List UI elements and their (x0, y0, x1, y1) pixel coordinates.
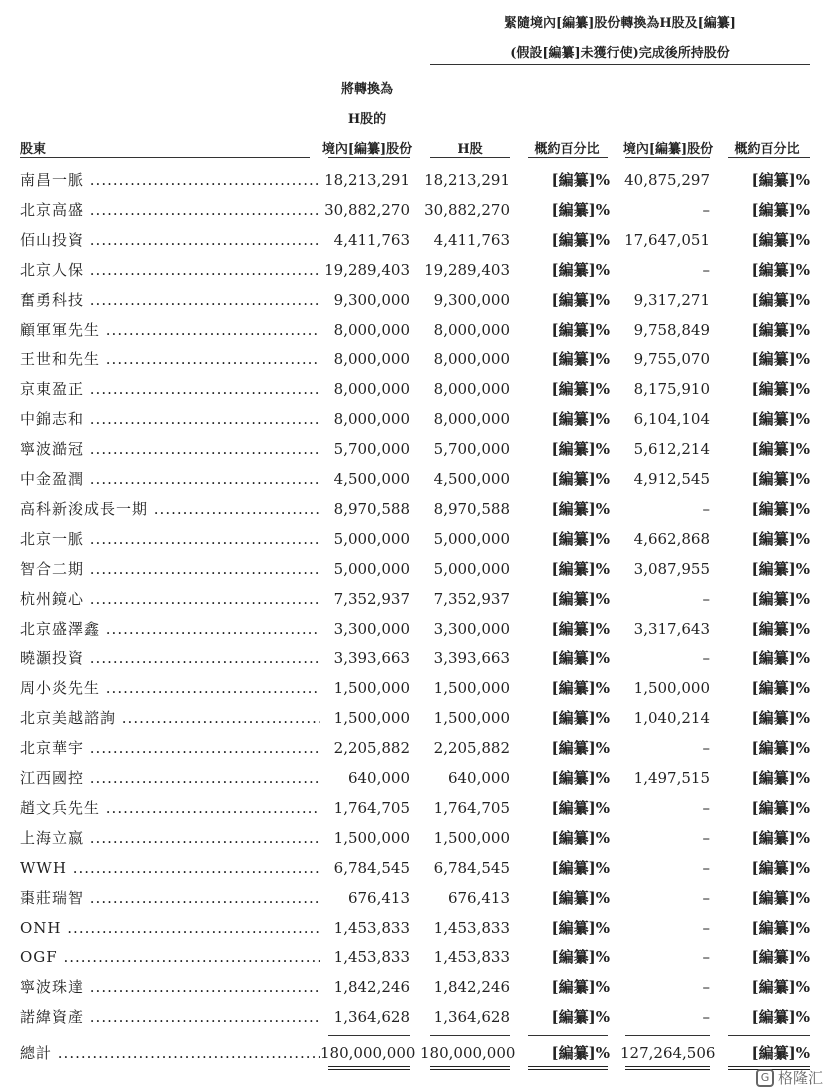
row-converted-shares: 640,000 (347, 769, 410, 787)
table-row (0, 733, 831, 763)
table-row (0, 255, 831, 285)
row-converted-shares: 8,000,000 (333, 410, 410, 429)
row-pct1: [編纂]% (551, 619, 610, 638)
row-h-shares: 1,500,000 (433, 828, 510, 847)
row-domestic-shares: – (702, 828, 710, 847)
row-domestic-shares: – (702, 948, 710, 967)
row-h-shares: 8,000,000 (433, 320, 510, 339)
row-h-shares: 18,213,291 (424, 171, 510, 189)
row-shareholder-name: 顧軍軍先生 ..... (20, 315, 320, 345)
row-h-shares: 4,500,000 (433, 470, 510, 488)
table-row (0, 584, 831, 614)
row-pct1: [編纂]% (551, 918, 610, 937)
row-shareholder-name: 北京盛澤鑫 ..... (20, 614, 320, 644)
row-domestic-shares: – (702, 260, 710, 279)
row-pct1: [編纂]% (551, 888, 610, 907)
row-converted-shares: 7,352,937 (333, 589, 410, 608)
row-converted-shares: 1,453,833 (333, 948, 410, 967)
row-pct2: [編纂]% (751, 589, 810, 608)
row-pct1: [編纂]% (551, 440, 610, 459)
row-converted-shares: 5,000,000 (333, 559, 410, 578)
row-pct2: [編纂]% (751, 440, 810, 459)
total-double-underline-c3 (528, 1066, 608, 1070)
row-h-shares: 1,764,705 (433, 798, 510, 817)
row-pct1: [編纂]% (551, 559, 610, 578)
table-row (0, 972, 831, 1002)
table-row (0, 793, 831, 823)
row-pct1: [編纂]% (551, 290, 610, 309)
row-domestic-shares: – (702, 918, 710, 937)
row-domestic-shares: – (702, 589, 710, 608)
row-domestic-shares: – (702, 978, 710, 997)
row-converted-shares: 3,300,000 (333, 619, 410, 638)
row-pct1: [編纂]% (551, 1008, 610, 1027)
row-shareholder-name: 棗莊瑞智 ..... (20, 883, 320, 913)
row-converted-shares: 8,000,000 (333, 320, 410, 339)
row-pct1: [編纂]% (551, 679, 610, 698)
header-underline-c5 (728, 157, 810, 158)
row-pct2: [編纂]% (751, 948, 810, 967)
row-converted-shares: 8,000,000 (333, 380, 410, 399)
row-converted-shares: 1,500,000 (333, 828, 410, 847)
row-pct2: [編纂]% (751, 888, 810, 907)
total-pct1: [編纂]% (551, 1044, 610, 1062)
row-pct2: [編纂]% (751, 470, 810, 488)
row-h-shares: 4,411,763 (433, 230, 510, 249)
table-row (0, 524, 831, 554)
row-domestic-shares: 4,912,545 (633, 470, 710, 488)
row-pct2: [編纂]% (751, 529, 810, 548)
row-converted-shares: 1,764,705 (333, 798, 410, 817)
table-row (0, 554, 831, 584)
table-row (0, 614, 831, 644)
row-pct1: [編纂]% (551, 978, 610, 997)
header-underline-c2 (430, 157, 510, 158)
col-header-pct1: 概約百分比 (534, 142, 600, 157)
row-converted-shares: 676,413 (347, 888, 410, 907)
table-row (0, 494, 831, 524)
row-h-shares: 5,700,000 (433, 440, 510, 459)
row-shareholder-name: 北京一脈 ..... (20, 524, 320, 554)
row-pct2: [編纂]% (751, 619, 810, 638)
row-shareholder-name: 奮勇科技 ..... (20, 285, 320, 315)
table-row (0, 883, 831, 913)
row-shareholder-name: 南昌一脈 ..... (20, 165, 320, 195)
row-domestic-shares: 5,612,214 (633, 440, 710, 459)
row-pct2: [編纂]% (751, 380, 810, 399)
row-h-shares: 1,453,833 (433, 918, 510, 937)
table-row (0, 195, 831, 225)
row-shareholder-name: 京東盈正 ..... (20, 374, 320, 404)
col-header-domestic-shares: 境內[編纂]股份 (321, 142, 413, 157)
total-topline-c1 (328, 1035, 410, 1036)
col-header-h-shares: H股 (457, 142, 483, 157)
row-converted-shares: 5,700,000 (333, 440, 410, 459)
col-header-shareholder: 股東 (20, 142, 47, 157)
row-domestic-shares: – (702, 499, 710, 518)
row-domestic-shares: 3,317,643 (633, 619, 710, 638)
row-converted-shares: 1,364,628 (333, 1008, 410, 1027)
header-underline-shareholder (20, 157, 310, 158)
row-domestic-shares: – (702, 858, 710, 877)
header-underline-c4 (625, 157, 710, 158)
total-topline-c3 (528, 1035, 608, 1036)
row-shareholder-name: 周小炎先生 ..... (20, 673, 320, 703)
row-converted-shares: 30,882,270 (324, 200, 410, 219)
convert-header-line1: 將轉換為 (340, 82, 394, 97)
row-h-shares: 3,300,000 (433, 619, 510, 638)
row-shareholder-name: ONH ..... (20, 913, 320, 943)
row-pct1: [編纂]% (551, 230, 610, 249)
row-pct2: [編纂]% (751, 649, 810, 668)
row-h-shares: 3,393,663 (433, 649, 510, 668)
table-row (0, 315, 831, 345)
row-domestic-shares: 3,087,955 (633, 559, 710, 578)
total-topline-c4 (625, 1035, 710, 1036)
table-row (0, 763, 831, 793)
row-domestic-shares: 4,662,868 (633, 529, 710, 548)
row-converted-shares: 1,842,246 (333, 978, 410, 997)
row-h-shares: 676,413 (447, 888, 510, 907)
row-pct1: [編纂]% (551, 380, 610, 399)
row-shareholder-name: 上海立嬴 ..... (20, 823, 320, 853)
row-converted-shares: 2,205,882 (333, 739, 410, 758)
table-row (0, 344, 831, 374)
row-shareholder-name: 北京高盛 ..... (20, 195, 320, 225)
table-row (0, 464, 831, 494)
total-topline-c2 (430, 1035, 510, 1036)
row-pct1: [編纂]% (551, 499, 610, 518)
table-row (0, 643, 831, 673)
logo-icon: G (756, 1069, 774, 1087)
table-row (0, 673, 831, 703)
row-pct2: [編纂]% (751, 769, 810, 787)
convert-header-line2: H股的 (347, 112, 387, 127)
row-shareholder-name: 諾緯資產 ..... (20, 1002, 320, 1032)
row-domestic-shares: – (702, 739, 710, 758)
row-h-shares: 6,784,545 (433, 858, 510, 877)
row-shareholder-name: 王世和先生 ..... (20, 344, 320, 374)
total-double-underline-c4 (625, 1066, 710, 1070)
row-shareholder-name: 北京人保 ..... (20, 255, 320, 285)
row-pct2: [編纂]% (751, 260, 810, 279)
row-domestic-shares: 6,104,104 (633, 410, 710, 429)
row-domestic-shares: 1,040,214 (633, 709, 710, 728)
row-h-shares: 5,000,000 (433, 559, 510, 578)
row-pct1: [編纂]% (551, 769, 610, 787)
row-domestic-shares: 9,755,070 (633, 350, 710, 369)
row-domestic-shares: – (702, 200, 710, 219)
row-pct2: [編纂]% (751, 1008, 810, 1027)
table-row (0, 285, 831, 315)
row-pct2: [編纂]% (751, 828, 810, 847)
table-row (0, 165, 831, 195)
row-converted-shares: 9,300,000 (333, 290, 410, 309)
table-row (0, 823, 831, 853)
row-domestic-shares: – (702, 888, 710, 907)
row-h-shares: 1,500,000 (433, 709, 510, 728)
row-shareholder-name: 寧波澔冠 ..... (20, 434, 320, 464)
row-h-shares: 2,205,882 (433, 739, 510, 758)
row-h-shares: 640,000 (447, 769, 510, 787)
table-row (0, 853, 831, 883)
table-row (0, 1002, 831, 1032)
row-shareholder-name: 趙文兵先生 ..... (20, 793, 320, 823)
total-label: 總計 ..... (20, 1038, 320, 1068)
row-pct1: [編纂]% (551, 200, 610, 219)
row-shareholder-name: 高科新浚成長一期 ..... (20, 494, 320, 524)
row-shareholder-name: 中金盈潤 ..... (20, 464, 320, 494)
table-row (0, 703, 831, 733)
total-double-underline-c2 (430, 1066, 510, 1070)
col-header-domestic-after: 境內[編纂]股份 (622, 142, 714, 157)
table-row (0, 374, 831, 404)
row-h-shares: 8,970,588 (433, 499, 510, 518)
row-shareholder-name: 杭州鏡心 ..... (20, 584, 320, 614)
row-domestic-shares: 1,500,000 (633, 679, 710, 698)
row-pct1: [編纂]% (551, 589, 610, 608)
row-pct1: [編纂]% (551, 739, 610, 758)
row-domestic-shares: 40,875,297 (624, 171, 710, 189)
row-converted-shares: 4,411,763 (333, 230, 410, 249)
row-h-shares: 19,289,403 (424, 260, 510, 279)
row-domestic-shares: 9,317,271 (633, 290, 710, 309)
row-domestic-shares: – (702, 1008, 710, 1027)
row-pct2: [編纂]% (751, 559, 810, 578)
row-domestic-shares: 17,647,051 (624, 230, 710, 249)
row-pct2: [編纂]% (751, 499, 810, 518)
header-underline-c1 (328, 157, 410, 158)
row-pct2: [編纂]% (751, 230, 810, 249)
row-converted-shares: 6,784,545 (333, 858, 410, 877)
row-shareholder-name: WWH ..... (20, 853, 320, 883)
row-shareholder-name: 北京美越諮詢 ..... (20, 703, 320, 733)
row-pct2: [編纂]% (751, 171, 810, 189)
row-h-shares: 8,000,000 (433, 380, 510, 399)
row-domestic-shares: 9,758,849 (633, 320, 710, 339)
row-domestic-shares: 1,497,515 (633, 769, 710, 787)
row-pct2: [編纂]% (751, 350, 810, 369)
row-h-shares: 1,500,000 (433, 679, 510, 698)
table-row (0, 913, 831, 943)
row-pct1: [編纂]% (551, 858, 610, 877)
row-converted-shares: 1,453,833 (333, 918, 410, 937)
total-h-shares: 180,000,000 (420, 1044, 516, 1062)
row-pct1: [編纂]% (551, 948, 610, 967)
row-domestic-shares: 8,175,910 (633, 380, 710, 399)
row-shareholder-name: 江西國控 ..... (20, 763, 320, 793)
row-pct1: [編纂]% (551, 709, 610, 728)
row-h-shares: 1,842,246 (433, 978, 510, 997)
row-domestic-shares: – (702, 649, 710, 668)
row-h-shares: 7,352,937 (433, 589, 510, 608)
row-pct2: [編纂]% (751, 739, 810, 758)
watermark-logo (756, 1067, 823, 1088)
row-pct2: [編纂]% (751, 200, 810, 219)
row-h-shares: 5,000,000 (433, 529, 510, 548)
row-pct1: [編纂]% (551, 410, 610, 429)
row-pct2: [編纂]% (751, 858, 810, 877)
table-row (0, 225, 831, 255)
row-pct1: [編纂]% (551, 171, 610, 189)
row-h-shares: 1,453,833 (433, 948, 510, 967)
row-pct1: [編纂]% (551, 649, 610, 668)
row-h-shares: 1,364,628 (433, 1008, 510, 1027)
row-pct1: [編纂]% (551, 320, 610, 339)
total-double-underline-c1 (328, 1066, 410, 1070)
row-pct2: [編纂]% (751, 978, 810, 997)
row-converted-shares: 4,500,000 (333, 470, 410, 488)
row-pct1: [編纂]% (551, 470, 610, 488)
row-pct2: [編纂]% (751, 290, 810, 309)
row-shareholder-name: 曉灝投資 ..... (20, 643, 320, 673)
row-converted-shares: 18,213,291 (324, 171, 410, 189)
row-domestic-shares: – (702, 798, 710, 817)
row-converted-shares: 8,000,000 (333, 350, 410, 369)
row-shareholder-name: OGF ..... (20, 942, 320, 972)
row-converted-shares: 5,000,000 (333, 529, 410, 548)
table-row (0, 434, 831, 464)
row-converted-shares: 19,289,403 (324, 260, 410, 279)
table-row (0, 404, 831, 434)
row-pct2: [編纂]% (751, 798, 810, 817)
total-converted: 180,000,000 (320, 1044, 416, 1062)
row-pct2: [編纂]% (751, 679, 810, 698)
row-h-shares: 8,000,000 (433, 350, 510, 369)
group-header-underline (430, 64, 810, 65)
watermark-text: 格隆汇 (777, 1069, 823, 1087)
row-pct2: [編纂]% (751, 918, 810, 937)
row-shareholder-name: 智合二期 ..... (20, 554, 320, 584)
total-row (0, 1038, 831, 1068)
row-pct1: [編纂]% (551, 260, 610, 279)
row-shareholder-name: 寧波珠達 ..... (20, 972, 320, 1002)
row-converted-shares: 8,970,588 (333, 499, 410, 518)
row-pct1: [編纂]% (551, 529, 610, 548)
total-domestic: 127,264,506 (620, 1044, 716, 1062)
row-shareholder-name: 北京華宇 ..... (20, 733, 320, 763)
row-pct2: [編纂]% (751, 410, 810, 429)
group-header-line2: (假設[編纂]未獲行使)完成後所持股份 (510, 46, 730, 61)
row-pct1: [編纂]% (551, 798, 610, 817)
row-h-shares: 8,000,000 (433, 410, 510, 429)
row-pct1: [編纂]% (551, 828, 610, 847)
header-underline-c3 (528, 157, 608, 158)
row-converted-shares: 3,393,663 (333, 649, 410, 668)
row-pct1: [編纂]% (551, 350, 610, 369)
row-shareholder-name: 佰山投資 ..... (20, 225, 320, 255)
row-h-shares: 9,300,000 (433, 290, 510, 309)
row-converted-shares: 1,500,000 (333, 679, 410, 698)
col-header-pct2: 概約百分比 (734, 142, 800, 157)
row-pct2: [編纂]% (751, 709, 810, 728)
row-h-shares: 30,882,270 (424, 200, 510, 219)
row-converted-shares: 1,500,000 (333, 709, 410, 728)
table-row (0, 942, 831, 972)
group-header-line1: 緊隨境內[編纂]股份轉換為H股及[編纂] (504, 16, 736, 31)
row-pct2: [編纂]% (751, 320, 810, 339)
row-shareholder-name: 中錦志和 ..... (20, 404, 320, 434)
total-topline-c5 (728, 1035, 810, 1036)
total-pct2: [編纂]% (751, 1044, 810, 1062)
